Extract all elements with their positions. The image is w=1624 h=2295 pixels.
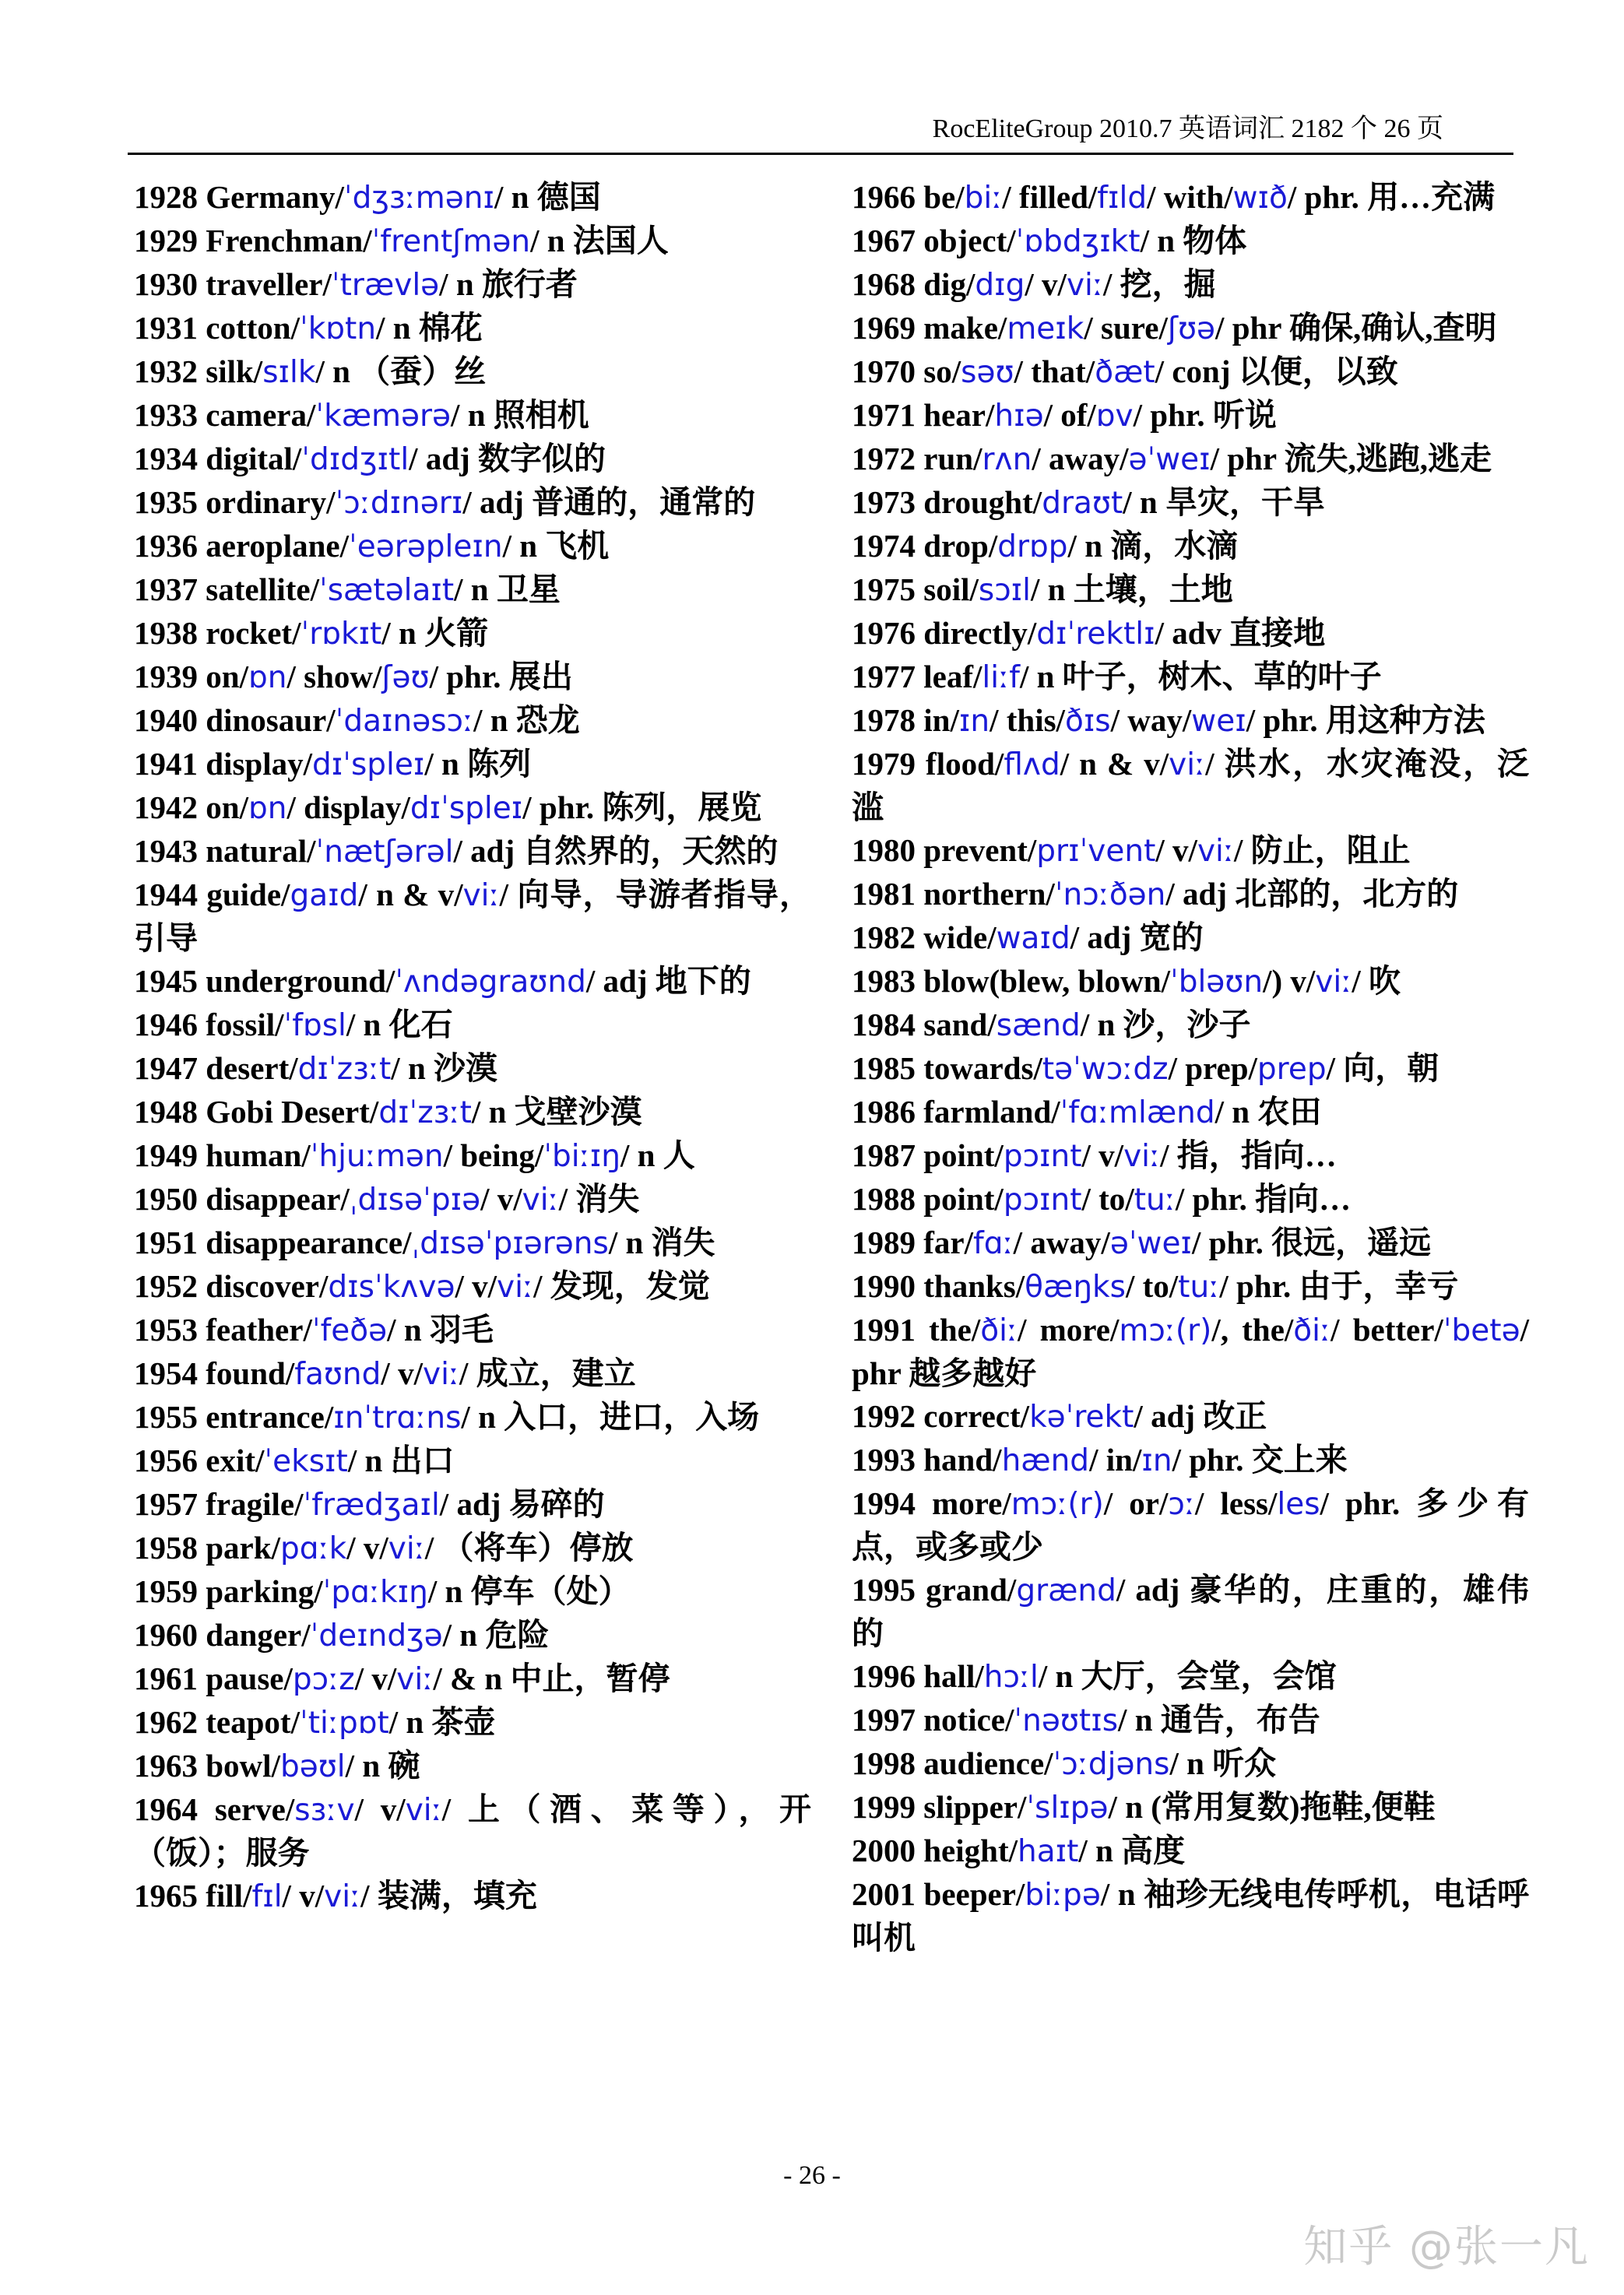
vocab-entry: 1989 far/fɑː/ away/əˈweɪ/ phr. 很远，遥远: [852, 1225, 1432, 1261]
vocab-entry: 1934 digital/ˈdɪdʒɪtl/ adj 数字似的: [134, 441, 606, 477]
vocab-entry: 1982 wide/waɪd/ adj 宽的: [852, 919, 1204, 956]
vocab-entry: 1991 the/ðiː/ more/mɔː(r)/, the/ðiː/ better/ˈbetə/ phr 越多越好: [852, 1312, 1529, 1391]
vocab-entry: 1953 feather/ˈfeðə/ n 羽毛: [134, 1312, 494, 1348]
vocab-entry: 1932 silk/sɪlk/ n （蚕）丝: [134, 353, 487, 390]
vocab-entry: 1994 more/mɔː(r)/ or/ɔː/ less/les/ phr. 多少有点，或多或少: [852, 1485, 1530, 1565]
header-text: RocEliteGroup 2010.7 英语词汇 2182 个 26 页: [932, 114, 1443, 143]
vocab-entry: 1978 in/ɪn/ this/ðɪs/ way/weɪ/ phr. 用这种方法: [852, 702, 1485, 739]
vocab-entry: 1992 correct/kəˈrekt/ adj 改正: [852, 1398, 1267, 1435]
vocab-entry: 1983 blow(blew, blown/ˈbləʊn/) v/viː/ 吹: [852, 963, 1401, 1000]
vocab-entry: 1963 bowl/bəʊl/ n 碗: [134, 1748, 420, 1784]
vocab-entry: 1979 flood/flʌd/ n & v/viː/ 洪水，水灾淹没，泛滥: [852, 746, 1529, 825]
vocab-entry: 1942 on/ɒn/ display/dɪˈspleɪ/ phr. 陈列，展览: [134, 789, 762, 826]
watermark: 知乎 @张一凡: [1303, 2222, 1590, 2272]
vocab-entry: 1977 leaf/liːf/ n 叶子，树木、草的叶子: [852, 659, 1382, 695]
vocab-entry: 1995 grand/grænd/ adj 豪华的，庄重的，雄伟的: [852, 1572, 1529, 1651]
vocab-entry: 1987 point/pɔɪnt/ v/viː/ 指，指向…: [852, 1137, 1337, 1174]
vocab-entry: 1930 traveller/ˈtrævlə/ n 旅行者: [134, 266, 578, 303]
vocab-entry: 1984 sand/sænd/ n 沙，沙子: [852, 1007, 1251, 1043]
vocab-entry: 1949 human/ˈhjuːmən/ being/ˈbiːɪŋ/ n 人: [134, 1137, 695, 1174]
left-column: [134, 176, 811, 1918]
vocab-entry: 1947 desert/dɪˈzɜːt/ n 沙漠: [134, 1050, 497, 1087]
vocab-entry: 1961 pause/pɔːz/ v/viː/ & n 中止，暂停: [134, 1661, 670, 1697]
vocab-entry: 1990 thanks/θæŋks/ to/tuː/ phr. 由于，幸亏: [852, 1268, 1459, 1305]
vocab-entry: 1968 dig/dɪg/ v/viː/ 挖，掘: [852, 266, 1216, 303]
vocab-entry: 1997 notice/ˈnəʊtɪs/ n 通告，布告: [852, 1702, 1320, 1738]
vocab-entry: 1957 fragile/ˈfrædʒaɪl/ adj 易碎的: [134, 1486, 605, 1523]
vocab-entry: 1965 fill/fɪl/ v/viː/ 装满，填充: [134, 1878, 537, 1914]
vocab-entry: 1938 rocket/ˈrɒkɪt/ n 火箭: [134, 615, 489, 652]
vocab-entry: 1975 soil/sɔɪl/ n 土壤，土地: [852, 571, 1233, 608]
vocab-entry: 1960 danger/ˈdeɪndʒə/ n 危险: [134, 1617, 550, 1654]
vocab-entry: 1996 hall/hɔːl/ n 大厅，会堂，会馆: [852, 1658, 1337, 1695]
vocab-entry: 1952 discover/dɪsˈkʌvə/ v/viː/ 发现，发觉: [134, 1268, 710, 1305]
vocab-entry: 1941 display/dɪˈspleɪ/ n 陈列: [134, 746, 532, 782]
vocab-entry: 1955 entrance/ɪnˈtrɑːns/ n 入口，进口，入场: [134, 1399, 760, 1436]
vocab-entry: 1962 teapot/ˈtiːpɒt/ n 茶壶: [134, 1704, 496, 1741]
page-header: [128, 112, 1513, 155]
vocab-entry: 1988 point/pɔɪnt/ to/tuː/ phr. 指向…: [852, 1181, 1352, 1218]
vocab-entry: 1943 natural/ˈnætʃərəl/ adj 自然界的，天然的: [134, 833, 779, 870]
vocab-entry: 1980 prevent/prɪˈvent/ v/viː/ 防止，阻止: [852, 832, 1411, 869]
vocab-entry: 1939 on/ɒn/ show/ʃəʊ/ phr. 展出: [134, 659, 573, 695]
vocab-entry: 1971 hear/hɪə/ of/ɒv/ phr. 听说: [852, 397, 1277, 434]
page-number: - 26 -: [783, 2161, 841, 2190]
vocab-entry: 1958 park/pɑːk/ v/viː/ （将车）停放: [134, 1530, 634, 1566]
vocab-entry: 1981 northern/ˈnɔːðən/ adj 北部的，北方的: [852, 876, 1459, 912]
vocab-entry: 1931 cotton/ˈkɒtn/ n 棉花: [134, 310, 483, 346]
vocab-entry: 1944 guide/gaɪd/ n & v/viː/ 向导，导游者指导，引导: [134, 877, 811, 956]
vocab-entry: 1929 Frenchman/ˈfrentʃmən/ n 法国人: [134, 223, 669, 259]
vocab-entry: 1993 hand/hænd/ in/ɪn/ phr. 交上来: [852, 1442, 1348, 1478]
right-column: [852, 176, 1529, 1959]
vocab-entry: 1970 so/səʊ/ that/ðæt/ conj 以便，以致: [852, 353, 1398, 390]
vocab-entry: 1972 run/rʌn/ away/əˈweɪ/ phr 流失,逃跑,逃走: [852, 441, 1492, 477]
vocab-entry: 1945 underground/ˈʌndəgraʊnd/ adj 地下的: [134, 963, 751, 1000]
vocab-entry: 1959 parking/ˈpɑːkɪŋ/ n 停车（处）: [134, 1573, 631, 1610]
vocab-entry: 2000 height/haɪt/ n 高度: [852, 1833, 1186, 1869]
vocab-entry: 1948 Gobi Desert/dɪˈzɜːt/ n 戈壁沙漠: [134, 1094, 642, 1130]
vocab-entry: 1937 satellite/ˈsætəlaɪt/ n 卫星: [134, 571, 561, 608]
vocab-entry: 1974 drop/drɒp/ n 滴，水滴: [852, 528, 1239, 564]
vocab-entry: 1969 make/meɪk/ sure/ʃʊə/ phr 确保,确认,查明: [852, 310, 1497, 346]
vocab-entry: 1940 dinosaur/ˈdaɪnəsɔː/ n 恐龙: [134, 702, 580, 739]
vocab-entry: 1976 directly/dɪˈrektlɪ/ adv 直接地: [852, 615, 1326, 652]
vocab-entry: 1999 slipper/ˈslɪpə/ n (常用复数)拖鞋,便鞋: [852, 1789, 1436, 1826]
vocab-entry: 1936 aeroplane/ˈeərəpleɪn/ n 飞机: [134, 528, 610, 564]
vocab-entry: 1935 ordinary/ˈɔːdɪnərɪ/ adj 普通的，通常的: [134, 484, 756, 521]
vocab-entry: 1951 disappearance/ˌdɪsəˈpɪərəns/ n 消失: [134, 1225, 715, 1261]
vocab-entry: 1933 camera/ˈkæmərə/ n 照相机: [134, 397, 589, 434]
vocab-entry: 1966 be/biː/ filled/fɪld/ with/wɪð/ phr. 用…充满: [852, 179, 1496, 216]
vocab-entry: 1928 Germany/ˈdʒɜːmənɪ/ n 德国: [134, 179, 601, 216]
vocab-entry: 1950 disappear/ˌdɪsəˈpɪə/ v/viː/ 消失: [134, 1181, 640, 1218]
vocab-entry: 1956 exit/ˈeksɪt/ n 出口: [134, 1443, 455, 1479]
vocab-entry: 2001 beeper/biːpə/ n 袖珍无线电传呼机，电话呼叫机: [852, 1876, 1529, 1956]
vocab-entry: 1973 drought/draʊt/ n 旱灾，干旱: [852, 484, 1325, 521]
vocab-entry: 1954 found/faʊnd/ v/viː/ 成立，建立: [134, 1355, 636, 1392]
vocab-entry: 1964 serve/sɜːv/ v/viː/ 上（酒、菜等），开（饭）；服务: [134, 1791, 812, 1871]
vocab-entry: 1986 farmland/ˈfɑːmlænd/ n 农田: [852, 1094, 1322, 1130]
vocab-entry: 1985 towards/təˈwɔːdz/ prep/prep/ 向，朝: [852, 1050, 1439, 1087]
vocab-entry: 1998 audience/ˈɔːdjəns/ n 听众: [852, 1745, 1277, 1782]
vocab-entry: 1967 object/ˈɒbdʒɪkt/ n 物体: [852, 223, 1247, 259]
vocab-entry: 1946 fossil/ˈfɒsl/ n 化石: [134, 1007, 453, 1043]
